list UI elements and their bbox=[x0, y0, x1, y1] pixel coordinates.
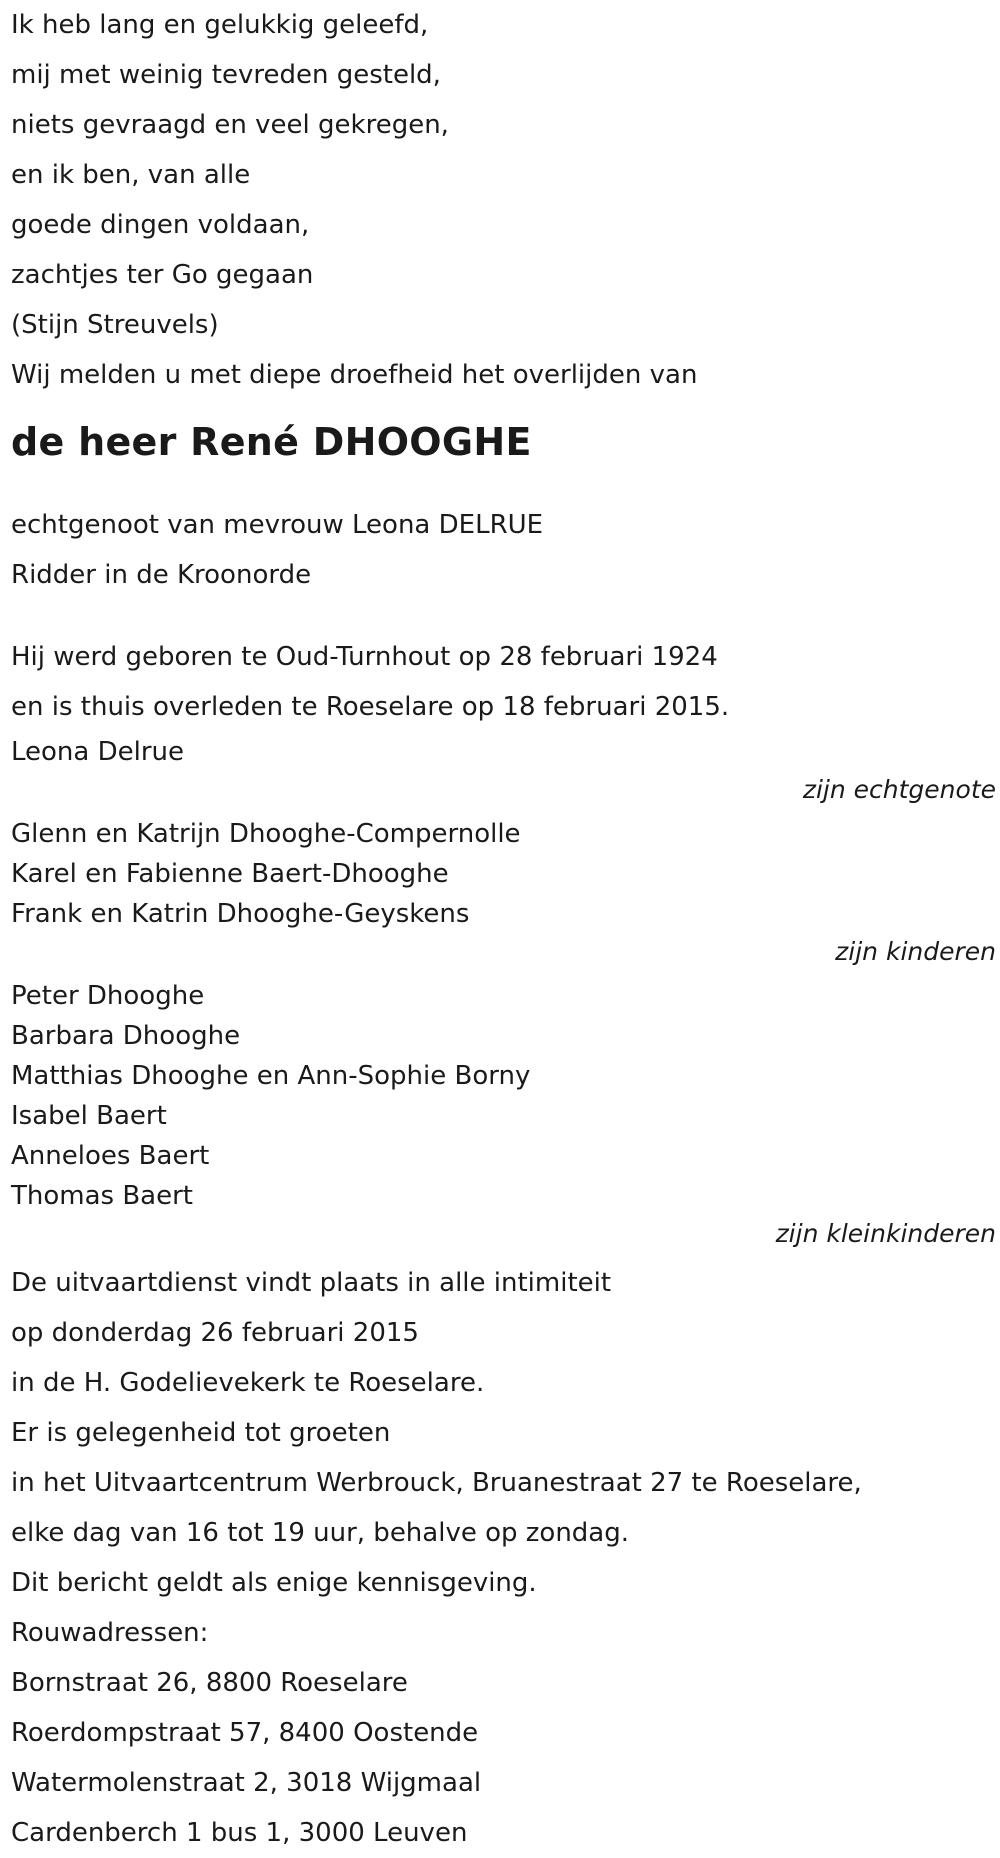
funeral-line: elke dag van 16 tot 19 uur, behalve op zondag. bbox=[11, 1518, 630, 1548]
poem bbox=[11, 0, 996, 350]
poem-line: en ik ben, van alle bbox=[11, 160, 251, 190]
funeral-line: op donderdag 26 februari 2015 bbox=[11, 1318, 419, 1348]
family-member: Karel en Fabienne Baert-Dhooghe bbox=[11, 859, 449, 889]
title-line: echtgenoot van mevrouw Leona DELRUE bbox=[11, 510, 544, 540]
poem-line: goede dingen voldaan, bbox=[11, 210, 310, 240]
poem-line: zachtjes ter Go gegaan bbox=[11, 260, 314, 290]
family-member: Leona Delrue bbox=[11, 737, 185, 767]
family-member: Anneloes Baert bbox=[11, 1141, 210, 1171]
family-member: Peter Dhooghe bbox=[11, 981, 205, 1011]
family-member: Matthias Dhooghe en Ann-Sophie Borny bbox=[11, 1061, 531, 1091]
poem-line: niets gevraagd en veel gekregen, bbox=[11, 110, 449, 140]
family-member: Isabel Baert bbox=[11, 1101, 167, 1131]
family-member: Barbara Dhooghe bbox=[11, 1021, 241, 1051]
poem-line: Ik heb lang en gelukkig geleefd, bbox=[11, 10, 429, 40]
funeral-line: Dit bericht geldt als enige kennisgeving. bbox=[11, 1568, 537, 1598]
funeral-line: in het Uitvaartcentrum Werbrouck, Bruanestraat 27 te Roeselare, bbox=[11, 1468, 862, 1498]
title-line: Ridder in de Kroonorde bbox=[11, 560, 312, 590]
mourning-address: Bornstraat 26, 8800 Roeselare bbox=[11, 1668, 408, 1698]
family-relation: zijn kinderen bbox=[835, 937, 996, 966]
family-member: Frank en Katrin Dhooghe-Geyskens bbox=[11, 899, 470, 929]
funeral-info bbox=[11, 1258, 996, 1858]
funeral-line: in de H. Godelievekerk te Roeselare. bbox=[11, 1368, 485, 1398]
family-relation: zijn kleinkinderen bbox=[775, 1219, 996, 1248]
announcement-text: Wij melden u met diepe droefheid het overlijden van bbox=[11, 360, 698, 390]
birth-line: Hij werd geboren te Oud-Turnhout op 28 februari 1924 bbox=[11, 642, 718, 672]
obituary-page bbox=[11, 0, 996, 1858]
birth-death-info bbox=[11, 632, 996, 732]
funeral-line: Er is gelegenheid tot groeten bbox=[11, 1418, 391, 1448]
deceased-titles bbox=[11, 500, 996, 600]
death-line: en is thuis overleden te Roeselare op 18 februari 2015. bbox=[11, 692, 730, 722]
funeral-line: De uitvaartdienst vindt plaats in alle intimiteit bbox=[11, 1268, 612, 1298]
mourning-address: Roerdompstraat 57, 8400 Oostende bbox=[11, 1718, 479, 1748]
poem-author: (Stijn Streuvels) bbox=[11, 310, 219, 340]
family-member: Thomas Baert bbox=[11, 1181, 193, 1211]
family-list bbox=[11, 732, 996, 1252]
family-group-spouse bbox=[11, 732, 996, 808]
family-member: Glenn en Katrijn Dhooghe-Compernolle bbox=[11, 819, 521, 849]
mourning-address: Watermolenstraat 2, 3018 Wijgmaal bbox=[11, 1768, 482, 1798]
poem-line: mij met weinig tevreden gesteld, bbox=[11, 60, 441, 90]
mourning-address: Cardenberch 1 bus 1, 3000 Leuven bbox=[11, 1818, 468, 1848]
family-relation: zijn echtgenote bbox=[802, 775, 996, 804]
mourning-addresses-heading: Rouwadressen: bbox=[11, 1618, 209, 1648]
family-group-grandchildren bbox=[11, 976, 996, 1252]
deceased-name: de heer René DHOOGHE bbox=[11, 420, 532, 464]
family-group-children bbox=[11, 814, 996, 970]
